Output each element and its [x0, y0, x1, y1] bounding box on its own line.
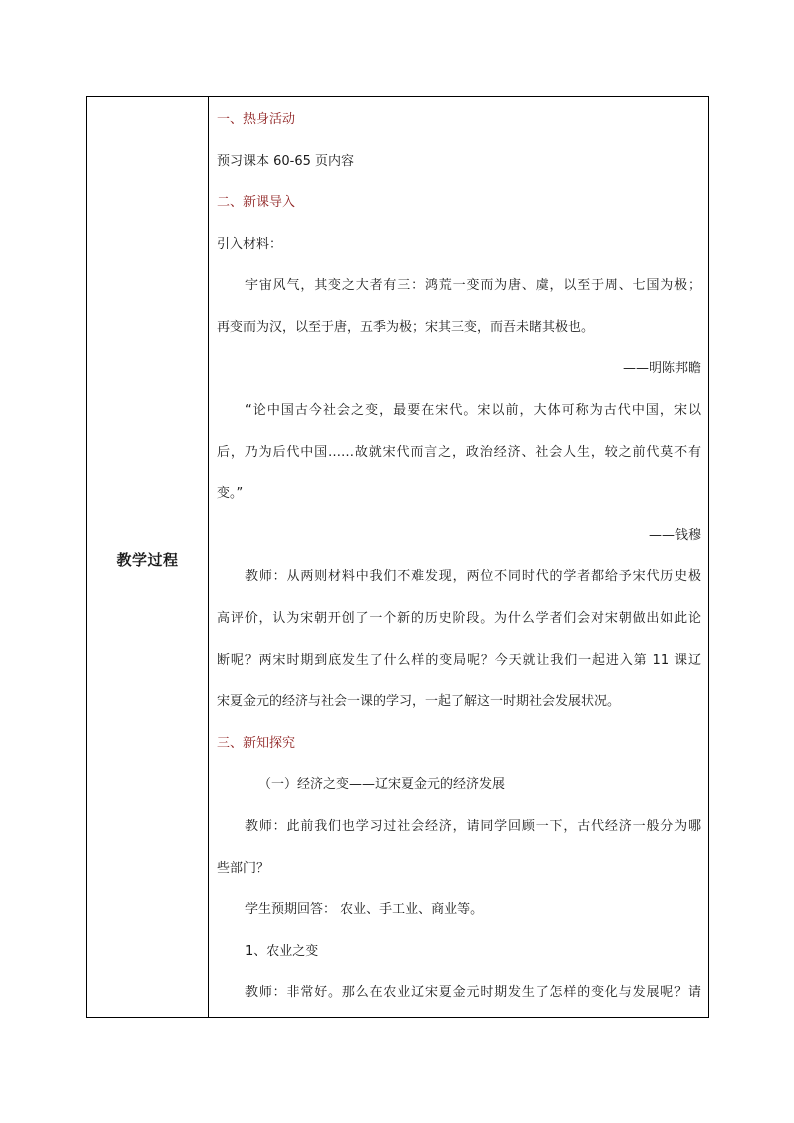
teacher1-line3: 断呢？两宋时期到底发生了什么样的变局呢？今天就让我们一起进入第 11 课辽	[217, 653, 701, 668]
heading-explore: 三、新知探究	[217, 736, 296, 751]
student-answer: 学生预期回答： 农业、手工业、商业等。	[245, 902, 484, 917]
subsection-agriculture: 1、农业之变	[245, 944, 319, 959]
label-cell	[87, 97, 209, 1017]
warmup-text: 预习课本 60-65 页内容	[217, 154, 355, 169]
quote1-line2: 再变而为汉，以至于唐，五季为极；宋其三变，而吾未睹其极也。	[217, 320, 595, 335]
heading-intro: 二、新课导入	[217, 195, 296, 210]
content-cell	[208, 97, 708, 1017]
quote2-line3: 变。”	[217, 486, 244, 501]
teacher3-line1: 教师：非常好。那么在农业辽宋夏金元时期发生了怎样的变化与发展呢？请	[245, 985, 701, 1000]
subsection-economy: （一）经济之变——辽宋夏金元的经济发展	[258, 777, 506, 792]
teacher2-line2: 些部门？	[217, 861, 270, 876]
section-label: 教学过程	[116, 551, 179, 569]
teacher1-line4: 宋夏金元的经济与社会一课的学习，一起了解这一时期社会发展状况。	[217, 694, 621, 709]
quote2-line2: 后，乃为后代中国……故就宋代而言之，政治经济、社会人生，较之前代莫不有	[217, 445, 701, 460]
heading-warmup: 一、热身活动	[217, 112, 296, 127]
quote1-line1: 宇宙风气，其变之大者有三：鸿荒一变而为唐、虞，以至于周、七国为极；	[245, 278, 701, 293]
quote2-line1: “论中国古今社会之变，最要在宋代。宋以前，大体可称为古代中国，宋以	[245, 403, 701, 418]
teacher1-line2: 高评价，认为宋朝开创了一个新的历史阶段。为什么学者们会对宋朝做出如此论	[217, 611, 701, 626]
teacher1-line1: 教师：从两则材料中我们不难发现，两位不同时代的学者都给予宋代历史极	[245, 569, 701, 584]
quote1-attribution: ——明陈邦瞻	[622, 361, 701, 376]
teacher2-line1: 教师：此前我们也学习过社会经济，请同学回顾一下，古代经济一般分为哪	[245, 819, 701, 834]
intro-text: 引入材料：	[217, 237, 283, 252]
lesson-table	[86, 96, 709, 1018]
quote2-attribution: ——钱穆	[648, 528, 701, 543]
